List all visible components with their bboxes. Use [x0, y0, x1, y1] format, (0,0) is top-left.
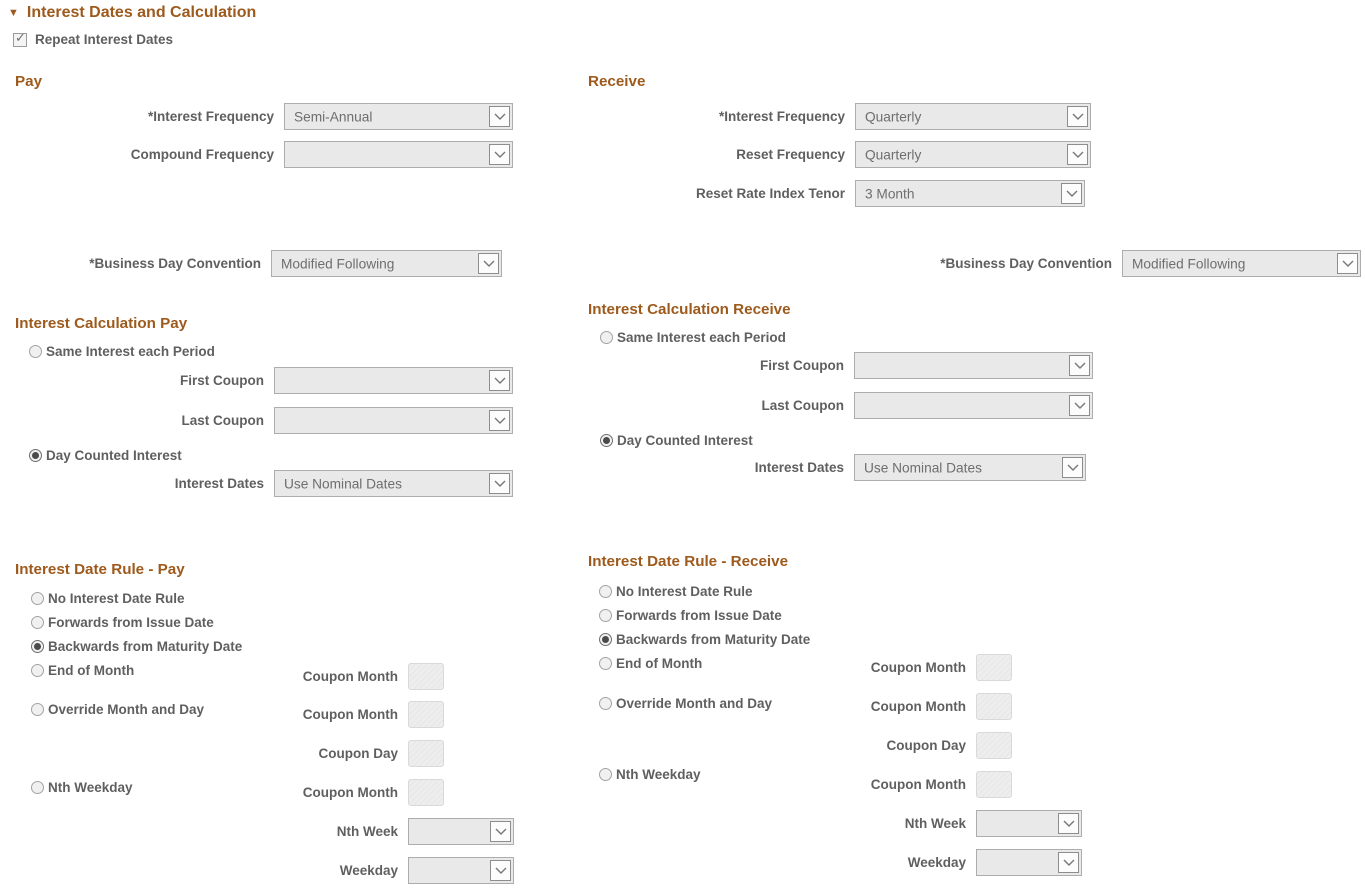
override-month-day-pay-label: Override Month and Day [48, 702, 205, 717]
forwards-from-issue-date-pay-label: Forwards from Issue Date [48, 615, 214, 630]
chevron-down-icon [1072, 113, 1084, 121]
interest-dates-receive-value: Use Nominal Dates [864, 460, 982, 475]
chevron-down-icon [1342, 260, 1354, 268]
dropdown-button[interactable] [490, 821, 511, 842]
dropdown-button[interactable] [1058, 852, 1079, 873]
reset-rate-index-tenor-row [580, 180, 1085, 207]
day-counted-radio-pay[interactable] [29, 449, 42, 462]
coupon-month-eom-pay-label: Coupon Month [302, 669, 398, 684]
weekday-pay-select[interactable] [408, 857, 514, 884]
dropdown-button[interactable] [489, 106, 510, 127]
dropdown-button[interactable] [489, 410, 510, 431]
first-coupon-pay-row [0, 367, 513, 394]
reset-rate-index-tenor-select[interactable] [855, 180, 1085, 207]
first-coupon-receive-row [580, 352, 1093, 379]
coupon-day-receive-label: Coupon Day [886, 738, 966, 753]
day-counted-pay-option [29, 448, 182, 463]
interest-dates-pay-value: Use Nominal Dates [284, 476, 402, 491]
dropdown-button[interactable] [478, 253, 499, 274]
interest-dates-receive-label: Interest Dates [754, 460, 844, 475]
same-interest-radio-pay[interactable] [29, 345, 42, 358]
reset-frequency-receive-select[interactable] [855, 141, 1091, 168]
interest-dates-pay-label: Interest Dates [174, 476, 264, 491]
interest-dates-pay-select[interactable] [274, 470, 513, 497]
no-interest-date-rule-pay-label: No Interest Date Rule [48, 591, 185, 606]
backwards-from-maturity-date-pay-option [31, 639, 242, 654]
reset-rate-index-tenor-value: 3 Month [865, 186, 915, 201]
chevron-down-icon [494, 113, 506, 121]
first-coupon-receive-select[interactable] [854, 352, 1093, 379]
backwards-from-maturity-date-radio-receive[interactable] [599, 633, 612, 646]
collapse-triangle-icon[interactable]: ▼ [8, 6, 19, 19]
section-header[interactable] [8, 4, 256, 22]
same-interest-pay-label: Same Interest each Period [46, 344, 215, 359]
chevron-down-icon [1063, 859, 1075, 867]
nth-weekday-pay-label: Nth Weekday [48, 780, 133, 795]
coupon-month-override-receive-row [580, 693, 1012, 720]
coupon-month-nth-pay-label: Coupon Month [302, 785, 398, 800]
chevron-down-icon [1067, 464, 1079, 472]
chevron-down-icon [495, 867, 507, 875]
nth-week-receive-row [580, 810, 1082, 837]
interest-frequency-pay-select[interactable] [284, 103, 513, 130]
chevron-down-icon [495, 828, 507, 836]
last-coupon-pay-select[interactable] [274, 407, 513, 434]
coupon-month-override-pay-row [0, 701, 444, 728]
end-of-month-receive-label: End of Month [616, 656, 703, 671]
dropdown-button[interactable] [1058, 813, 1079, 834]
business-day-convention-pay-row [0, 250, 502, 277]
chevron-down-icon [1074, 362, 1086, 370]
dropdown-button[interactable] [489, 144, 510, 165]
dropdown-button[interactable] [1069, 395, 1090, 416]
section-title: Interest Dates and Calculation [26, 4, 257, 21]
forwards-from-issue-date-receive-label: Forwards from Issue Date [616, 608, 782, 623]
compound-frequency-pay-select[interactable] [284, 141, 513, 168]
interest-calculation-receive-heading: Interest Calculation Receive [588, 301, 791, 318]
chevron-down-icon [494, 151, 506, 159]
nth-week-pay-label: Nth Week [336, 824, 398, 839]
repeat-interest-dates-checkbox[interactable] [13, 29, 27, 47]
chevron-down-icon [483, 260, 495, 268]
dropdown-button[interactable] [490, 860, 511, 881]
day-counted-pay-label: Day Counted Interest [46, 448, 182, 463]
day-counted-radio-receive[interactable] [600, 434, 613, 447]
coupon-month-eom-pay-row [0, 663, 444, 690]
interest-dates-receive-select[interactable] [854, 454, 1086, 481]
coupon-month-eom-pay-input[interactable] [408, 663, 444, 690]
forwards-from-issue-date-receive-option [599, 608, 782, 623]
first-coupon-pay-label: First Coupon [180, 373, 264, 388]
end-of-month-pay-label: End of Month [48, 663, 135, 678]
backwards-from-maturity-date-pay-label: Backwards from Maturity Date [48, 639, 243, 654]
business-day-convention-receive-value: Modified Following [1132, 256, 1246, 271]
coupon-day-pay-input[interactable] [408, 740, 444, 767]
repeat-interest-dates-row [13, 29, 174, 47]
business-day-convention-receive-label: *Business Day Convention [940, 256, 1112, 271]
last-coupon-pay-row [0, 407, 513, 434]
coupon-month-nth-receive-input[interactable] [976, 771, 1012, 798]
nth-week-pay-row [0, 818, 514, 845]
forwards-from-issue-date-pay-option [31, 615, 214, 630]
coupon-day-receive-row [580, 732, 1012, 759]
dropdown-button[interactable] [489, 370, 510, 391]
interest-frequency-pay-label: *Interest Frequency [147, 109, 274, 124]
last-coupon-receive-label: Last Coupon [761, 398, 844, 413]
coupon-month-nth-receive-label: Coupon Month [870, 777, 966, 792]
chevron-down-icon [1072, 151, 1084, 159]
reset-frequency-receive-row [580, 141, 1091, 168]
first-coupon-receive-label: First Coupon [760, 358, 844, 373]
coupon-month-override-receive-label: Coupon Month [870, 699, 966, 714]
interest-frequency-receive-row [580, 103, 1091, 130]
interest-dates-receive-row [580, 454, 1086, 481]
backwards-from-maturity-date-receive-option [599, 632, 810, 647]
last-coupon-pay-label: Last Coupon [181, 413, 264, 428]
chevron-down-icon [494, 417, 506, 425]
dropdown-button[interactable] [1337, 253, 1358, 274]
no-interest-date-rule-pay-option [31, 591, 185, 606]
dropdown-button[interactable] [1067, 144, 1088, 165]
nth-week-receive-select[interactable] [976, 810, 1082, 837]
interest-calculation-pay-heading: Interest Calculation Pay [15, 315, 188, 332]
first-coupon-pay-select[interactable] [274, 367, 513, 394]
coupon-day-pay-label: Coupon Day [318, 746, 398, 761]
weekday-receive-label: Weekday [907, 855, 966, 870]
dropdown-button[interactable] [1062, 457, 1083, 478]
interest-frequency-receive-select[interactable] [855, 103, 1091, 130]
interest-frequency-receive-label: *Interest Frequency [718, 109, 845, 124]
forwards-from-issue-date-radio-pay[interactable] [31, 616, 44, 629]
business-day-convention-receive-select[interactable] [1122, 250, 1361, 277]
dropdown-button[interactable] [1067, 106, 1088, 127]
reset-rate-index-tenor-label: Reset Rate Index Tenor [695, 186, 845, 201]
chevron-down-icon [1063, 820, 1075, 828]
reset-frequency-receive-value: Quarterly [865, 147, 922, 162]
nth-week-receive-label: Nth Week [904, 816, 966, 831]
backwards-from-maturity-date-receive-label: Backwards from Maturity Date [616, 632, 811, 647]
same-interest-pay-option [29, 344, 215, 359]
weekday-receive-row [580, 849, 1082, 876]
business-day-convention-pay-select[interactable] [271, 250, 502, 277]
same-interest-receive-label: Same Interest each Period [617, 330, 786, 345]
interest-frequency-pay-row [0, 103, 513, 130]
coupon-month-eom-receive-row [580, 654, 1012, 681]
coupon-day-pay-row [0, 740, 444, 767]
compound-frequency-pay-row [0, 141, 513, 168]
chevron-down-icon [494, 480, 506, 488]
coupon-month-nth-pay-row [0, 779, 444, 806]
interest-dates-pay-row [0, 470, 513, 497]
day-counted-receive-label: Day Counted Interest [617, 433, 753, 448]
dropdown-button[interactable] [489, 473, 510, 494]
no-interest-date-rule-receive-option [599, 584, 753, 599]
nth-weekday-receive-label: Nth Weekday [616, 767, 701, 782]
check-icon: ✓ [15, 29, 26, 45]
same-interest-receive-option [600, 330, 786, 345]
no-interest-date-rule-receive-label: No Interest Date Rule [616, 584, 753, 599]
dropdown-button[interactable] [1069, 355, 1090, 376]
business-day-convention-pay-label: *Business Day Convention [89, 256, 261, 271]
no-interest-date-rule-radio-pay[interactable] [31, 592, 44, 605]
coupon-month-eom-receive-input[interactable] [976, 654, 1012, 681]
compound-frequency-pay-label: Compound Frequency [130, 147, 274, 162]
dropdown-button[interactable] [1061, 183, 1082, 204]
coupon-month-override-receive-input[interactable] [976, 693, 1012, 720]
forwards-from-issue-date-radio-receive[interactable] [599, 609, 612, 622]
reset-frequency-receive-label: Reset Frequency [736, 147, 845, 162]
business-day-convention-receive-row [580, 250, 1361, 277]
last-coupon-receive-row [580, 392, 1093, 419]
backwards-from-maturity-date-radio-pay[interactable] [31, 640, 44, 653]
interest-frequency-receive-value: Quarterly [865, 109, 922, 124]
override-month-day-receive-label: Override Month and Day [616, 696, 773, 711]
same-interest-radio-receive[interactable] [600, 331, 613, 344]
interest-frequency-pay-value: Semi-Annual [294, 109, 373, 124]
repeat-interest-dates-label: Repeat Interest Dates [35, 32, 174, 47]
day-counted-receive-option [600, 433, 753, 448]
nth-week-pay-select[interactable] [408, 818, 514, 845]
pay-heading: Pay [15, 73, 43, 90]
no-interest-date-rule-radio-receive[interactable] [599, 585, 612, 598]
chevron-down-icon [1066, 190, 1078, 198]
coupon-month-nth-receive-row [580, 771, 1012, 798]
coupon-month-nth-pay-input[interactable] [408, 779, 444, 806]
coupon-month-eom-receive-label: Coupon Month [870, 660, 966, 675]
weekday-pay-row [0, 857, 514, 884]
coupon-month-override-pay-label: Coupon Month [302, 707, 398, 722]
receive-heading: Receive [588, 73, 646, 90]
interest-date-rule-receive-heading: Interest Date Rule - Receive [588, 553, 789, 570]
last-coupon-receive-select[interactable] [854, 392, 1093, 419]
interest-date-rule-pay-heading: Interest Date Rule - Pay [15, 561, 185, 578]
chevron-down-icon [1074, 402, 1086, 410]
business-day-convention-pay-value: Modified Following [281, 256, 395, 271]
coupon-month-override-pay-input[interactable] [408, 701, 444, 728]
weekday-pay-label: Weekday [339, 863, 398, 878]
chevron-down-icon [494, 377, 506, 385]
coupon-day-receive-input[interactable] [976, 732, 1012, 759]
weekday-receive-select[interactable] [976, 849, 1082, 876]
